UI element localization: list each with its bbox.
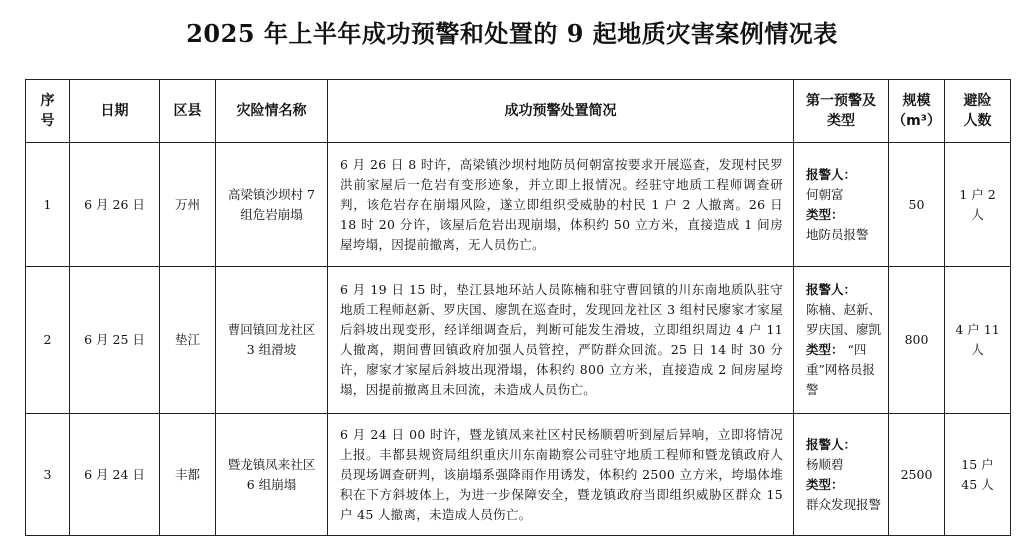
reporter-value: 何朝富 [806, 186, 844, 202]
header-hazard-name: 灾险情名称 [216, 80, 328, 143]
header-warning: 第一预警及 类型 [794, 80, 889, 143]
type-label: 类型： [806, 342, 844, 357]
page-title: 2025 年上半年成功预警和处置的 9 起地质灾害案例情况表 [186, 19, 838, 48]
cell-scale: 800 [889, 267, 945, 414]
cell-date: 6 月 26 日 [70, 143, 160, 267]
reporter-label: 报警人： [806, 282, 857, 297]
cell-summary: 6 月 24 日 00 时许，暨龙镇凤来社区村民杨顺碧听到屋后异响，立即将情况上报。丰都县规资局组织重庆川东南勘察公司驻守地质工程师和暨龙镇政府人员现场调查研判，该崩塌系强降雨作用诱发，体积约 2500 立方米，垮塌体堆积在下方斜坡体上，为进一步保障安全，暨龙镇政府当即组织威胁区群众 15 户 45 人撤离，未造成人员伤亡。 [328, 414, 794, 536]
cell-evacuated: 1 户 2 人 [945, 143, 1011, 267]
cell-county: 丰都 [160, 414, 216, 536]
cell-evacuated: 4 户 11 人 [945, 267, 1011, 414]
cases-table [25, 79, 1011, 536]
reporter-value: 杨顺碧 [806, 456, 844, 472]
cell-warning [794, 414, 889, 536]
cell-seq: 2 [26, 267, 70, 414]
header-county: 区县 [160, 80, 216, 143]
cell-hazard-name: 曹回镇回龙社区 3 组滑坡 [216, 267, 328, 414]
cell-warning [794, 143, 889, 267]
reporter-value: 陈楠、赵新、罗庆国、廖凯 [806, 302, 882, 337]
header-seq: 序 号 [26, 80, 70, 143]
cell-date: 6 月 25 日 [70, 267, 160, 414]
cell-summary: 6 月 19 日 15 时，垫江县地环站人员陈楠和驻守曹回镇的川东南地质队驻守地质工程师赵新、罗庆国、廖凯在巡查时，发现回龙社区 3 组村民廖家才家屋后斜坡出现变形，经详细调查后，判断可能发生滑坡，立即组织周边 4 户 11 人撤离，期间曹回镇政府加强人员管控，严防群众回流。25 日 14 时 30 分许，廖家才家屋后斜坡出现滑塌，体积约 800 立方米，直接造成 2 间房屋垮塌，因提前撤离且未回流，未造成人员伤亡。 [328, 267, 794, 414]
type-value: 群众发现报警 [806, 496, 882, 512]
cell-summary: 6 月 26 日 8 时许，高梁镇沙坝村地防员何朝富按要求开展巡查，发现村民罗洪前家屋后一危岩有变形迹象，并立即上报情况。经驻守地质工程师调查研判，该危岩存在崩塌风险，遂立即组织受威胁的村民 1 户 2 人撤离。26 日 18 时 20 分许，该屋后危岩出现崩塌，体积约 50 立方米，直接造成 1 间房屋垮塌，因提前撤离，无人员伤亡。 [328, 143, 794, 267]
cell-hazard-name: 暨龙镇凤来社区 6 组崩塌 [216, 414, 328, 536]
cell-seq: 3 [26, 414, 70, 536]
cell-evacuated: 15 户 45 人 [945, 414, 1011, 536]
type-value: “四重”网格员报警 [806, 342, 875, 397]
cell-scale: 2500 [889, 414, 945, 536]
header-date: 日期 [70, 80, 160, 143]
type-label: 类型： [806, 206, 844, 222]
cell-county: 万州 [160, 143, 216, 267]
header-evacuated: 避险 人数 [945, 80, 1011, 143]
header-scale: 规模 （m³） [889, 80, 945, 143]
cell-seq: 1 [26, 143, 70, 267]
cell-date: 6 月 24 日 [70, 414, 160, 536]
cell-scale: 50 [889, 143, 945, 267]
cell-county: 垫江 [160, 267, 216, 414]
cell-warning [794, 267, 889, 414]
type-value: 地防员报警 [806, 226, 869, 242]
type-label: 类型： [806, 476, 844, 492]
table-row [26, 414, 1011, 536]
header-summary: 成功预警处置简况 [328, 80, 794, 143]
table-row [26, 143, 1011, 267]
cell-hazard-name: 高梁镇沙坝村 7 组危岩崩塌 [216, 143, 328, 267]
reporter-label: 报警人： [806, 436, 857, 452]
reporter-label: 报警人： [806, 166, 857, 182]
table-row [26, 267, 1011, 414]
table-header-row [26, 80, 1011, 143]
